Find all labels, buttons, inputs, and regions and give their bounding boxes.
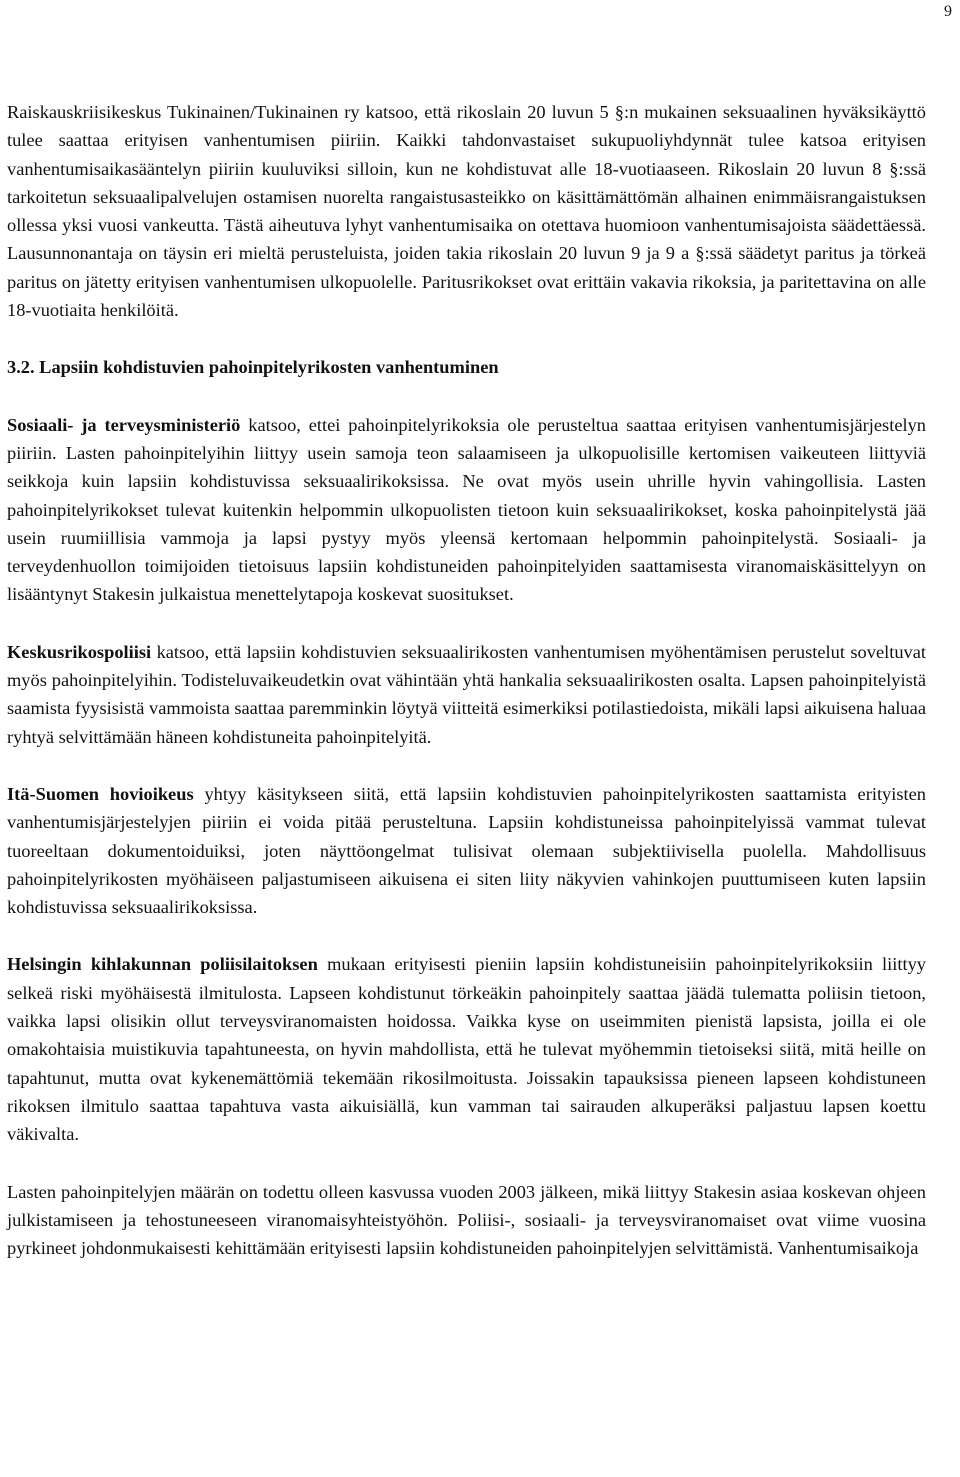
- organization-name: Keskusrikospoliisi: [7, 641, 152, 662]
- paragraph-text: yhtyy käsitykseen siitä, että lapsiin kohdistuvien pahoinpitelyrikosten saattamista erityisten vanhentumisjärjestelyjen piiriin ei voida pitää perusteltuna. Lapsiin kohdistuneissa pahoinpitelyissä vammat tulevat tuoreeltaan dokumentoiduiksi, joten näyttöongelmat tulisivat olemaan subjektiivisella puolella. Mahdollisuus pahoinpitelyrikosten myöhäiseen paljastumiseen aikuisena ei siten liity näkyvien vahinkojen puuttumiseen kuten lapsiin kohdistuvissa seksuaalirikoksissa.: [7, 783, 926, 918]
- paragraph-helsinki-police: [7, 950, 926, 1148]
- paragraph-text: katsoo, ettei pahoinpitelyrikoksia ole perusteltua saattaa erityisen vanhentumisjärjestelyn piiriin. Lasten pahoinpitelyihin liittyy usein samoja teon salaamiseen ja ulkopuolisille kertomisen vaikeuteen liittyviä seikkoja kuin lapsiin kohdistuvissa seksuaalirikoksissa. Ne ovat myös usein uhrille hyvin vahingollisia. Lasten pahoinpitelyrikokset tulevat kuitenkin helpommin ulkopuolisten tietoon kuin seksuaalirikokset, koska pahoinpitelystä jää usein ruumiillisia vammoja ja lapsi pystyy myös yleensä kertomaan helpommin pahoinpitelystä. Sosiaali- ja terveydenhuollon toimijoiden tietoisuus lapsiin kohdistuneiden pahoinpitelyiden saattamisesta viranomaiskäsittelyyn on lisääntynyt Stakesin julkaistua menettelytapoja koskevat suositukset.: [7, 414, 926, 605]
- organization-name: Itä-Suomen hovioikeus: [7, 783, 194, 804]
- paragraph-statistics: Lasten pahoinpitelyjen määrän on todettu olleen kasvussa vuoden 2003 jälkeen, mikä liittyy Stakesin asiaa koskevan ohjeen julkistamiseen ja tehostuneeseen viranomaisyhteistyöhön. Poliisi-, sosiaali- ja terveysviranomaiset ovat viime vuosina pyrkineet johdonmukaisesti kehittämään erityisesti lapsiin kohdistuneiden pahoinpitelyjen selvittämistä. Vanhentumisaikoja: [7, 1181, 926, 1259]
- organization-name: Helsingin kihlakunnan poliisilaitoksen: [7, 954, 318, 975]
- paragraph-stm: [7, 411, 926, 609]
- organization-name: Sosiaali- ja terveysministeriö: [7, 414, 241, 435]
- paragraph-krp: [7, 638, 926, 751]
- paragraph-text: katsoo, että lapsiin kohdistuvien seksuaalirikosten vanhentumisen myöhentämisen perustelut soveltuvat myös pahoinpitelyihin. Todisteluvaikeudetkin ovat vähintään yhtä hankalia seksuaalirikosten osalta. Lapsen pahoinpitelyistä saamista fyysisistä vammoista saattaa paremminkin löytyä viitteitä esimerkiksi potilastiedoista, mikäli lapsi aikuisena haluaa ryhtyä selvittämään häneen kohdistuneita pahoinpitelyitä.: [7, 641, 926, 747]
- document-body: [7, 98, 926, 1262]
- paragraph-hovioikeus: [7, 780, 926, 921]
- paragraph-tukinainen: Raiskauskriisikeskus Tukinainen/Tukinainen ry katsoo, että rikoslain 20 luvun 5 §:n mukainen seksuaalinen hyväksikäyttö tulee saattaa erityisen vanhentumisen piiriin. Kaikki tahdonvastaiset sukupuoliyhdynnät tulee katsoa erityisen vanhentumisaikasääntelyn piiriin kuuluviksi silloin, kun ne kohdistuvat alle 18-vuotiaaseen. Rikoslain 20 luvun 8 §:ssä tarkoitetun seksuaalipalvelujen ostamisen nuorelta rangaistusasteikko on käsittämättömän alhainen enimmäisrangaistuksen ollessa yksi vuosi vankeutta. Tästä aiheutuva lyhyt vanhentumisaika on otettava huomioon vanhentumisajoista säädettäessä. Lausunnonantaja on täysin eri mieltä perusteluista, joiden takia rikoslain 20 luvun 9 ja 9 a §:ssä säädetyt paritus ja törkeä paritus on jätetty erityisen vanhentumisen ulkopuolelle. Paritusrikokset ovat erittäin vakavia rikoksia, ja paritettavina on alle 18-vuotiaita henkilöitä.: [7, 102, 926, 321]
- page-number: 9: [944, 3, 952, 20]
- section-heading: 3.2. Lapsiin kohdistuvien pahoinpitelyrikosten vanhentuminen: [7, 357, 499, 378]
- paragraph-text: mukaan erityisesti pieniin lapsiin kohdistuneisiin pahoinpitelyrikoksiin liittyy selkeä riski myöhäisestä ilmitulosta. Lapseen kohdistunut törkeäkin pahoinpitely saattaa jäädä tulematta poliisin tietoon, vaikka lapsi olisikin ollut terveysviranomaisten hoidossa. Vaikka kyse on useimmiten pienistä lapsista, joilla ei ole omakohtaisia muistikuvia tapahtuneesta, on hyvin mahdollista, että he tulevat myöhemmin tietoiseksi siitä, mitä heille on tapahtunut, mutta ovat kykenemättömiä tekemään rikosilmoitusta. Joissakin tapauksissa pieneen lapseen kohdistuneen rikoksen ilmitulo saattaa tapahtuva vasta aikuisiällä, kun vamman tai sairauden alkuperäksi paljastuu lapsen koettu väkivalta.: [7, 954, 926, 1145]
